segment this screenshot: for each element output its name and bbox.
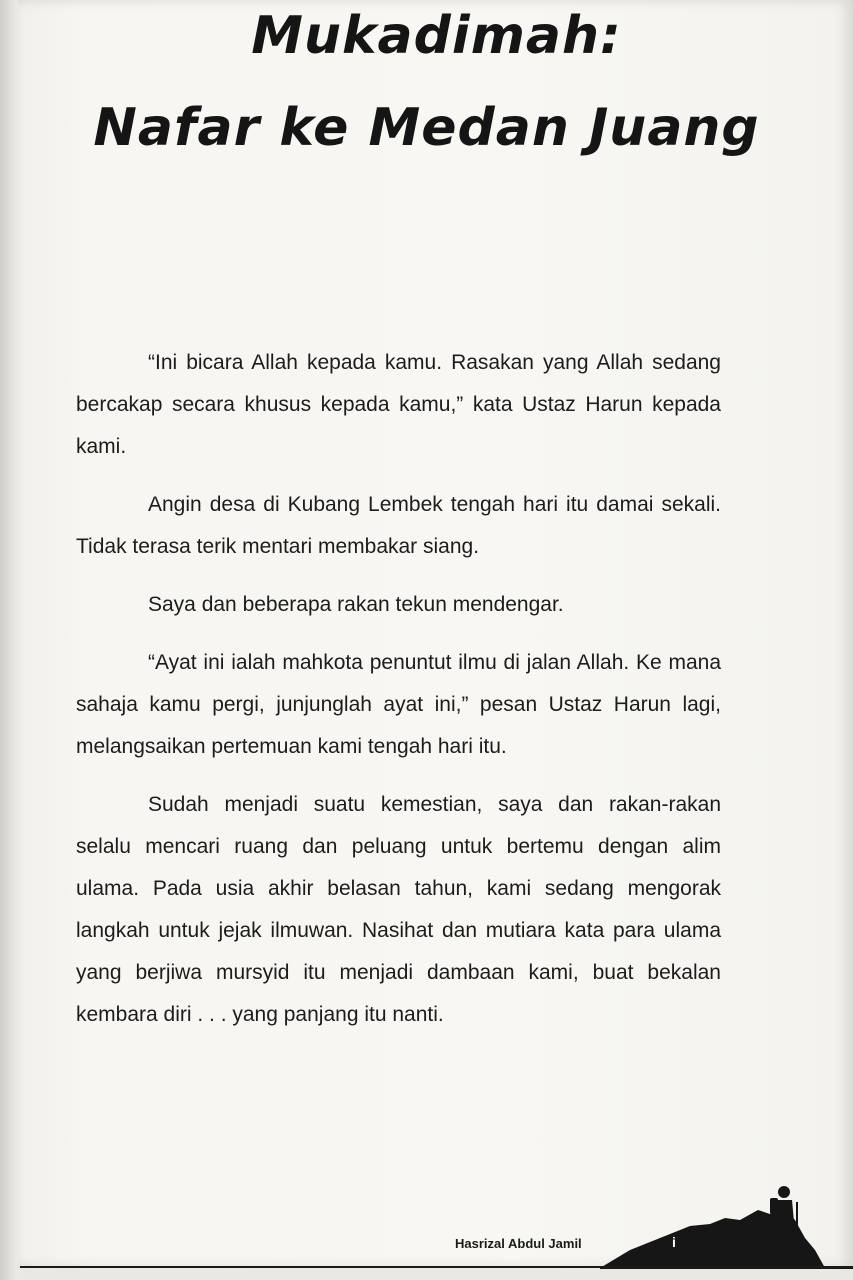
hiker-on-mountain-icon <box>600 1180 853 1270</box>
chapter-title-line-1: Mukadimah: <box>251 6 622 66</box>
paragraph: “Ayat ini ialah mahkota penuntut ilmu di jalan Allah. Ke mana sahaja kamu pergi, junjunglah ayat ini,” pesan Ustaz Harun lagi, melangsaikan pertemuan kami tengah hari itu. <box>76 651 721 758</box>
page-binding-edge <box>0 0 18 1280</box>
paragraph: Sudah menjadi suatu kemestian, saya dan rakan-rakan selalu mencari ruang dan peluang untuk bertemu dengan alim ulama. Pada usia akhir belasan tahun, kami sedang mengorak langkah untuk jejak ilmuwan. Nasihat dan mutiara kata para ulama yang berjiwa mursyid itu menjadi dambaan kami, buat bekalan kembara diri . . . yang panjang itu nanti. <box>76 793 721 1026</box>
footer-rule <box>20 1266 853 1268</box>
chapter-body <box>76 342 721 1052</box>
page-footer <box>0 1180 853 1280</box>
paragraph: Angin desa di Kubang Lembek tengah hari itu damai sekali. Tidak terasa terik mentari membakar siang. <box>76 493 721 558</box>
paragraph: Saya dan beberapa rakan tekun mendengar. <box>148 593 564 616</box>
footer-author-name: Hasrizal Abdul Jamil <box>455 1236 582 1251</box>
chapter-title-line-2: Nafar ke Medan Juang <box>93 98 760 158</box>
paragraph: “Ini bicara Allah kepada kamu. Rasakan yang Allah sedang bercakap secara khusus kepada kamu,” kata Ustaz Harun kepada kami. <box>76 351 721 458</box>
page-number: i <box>672 1234 676 1250</box>
